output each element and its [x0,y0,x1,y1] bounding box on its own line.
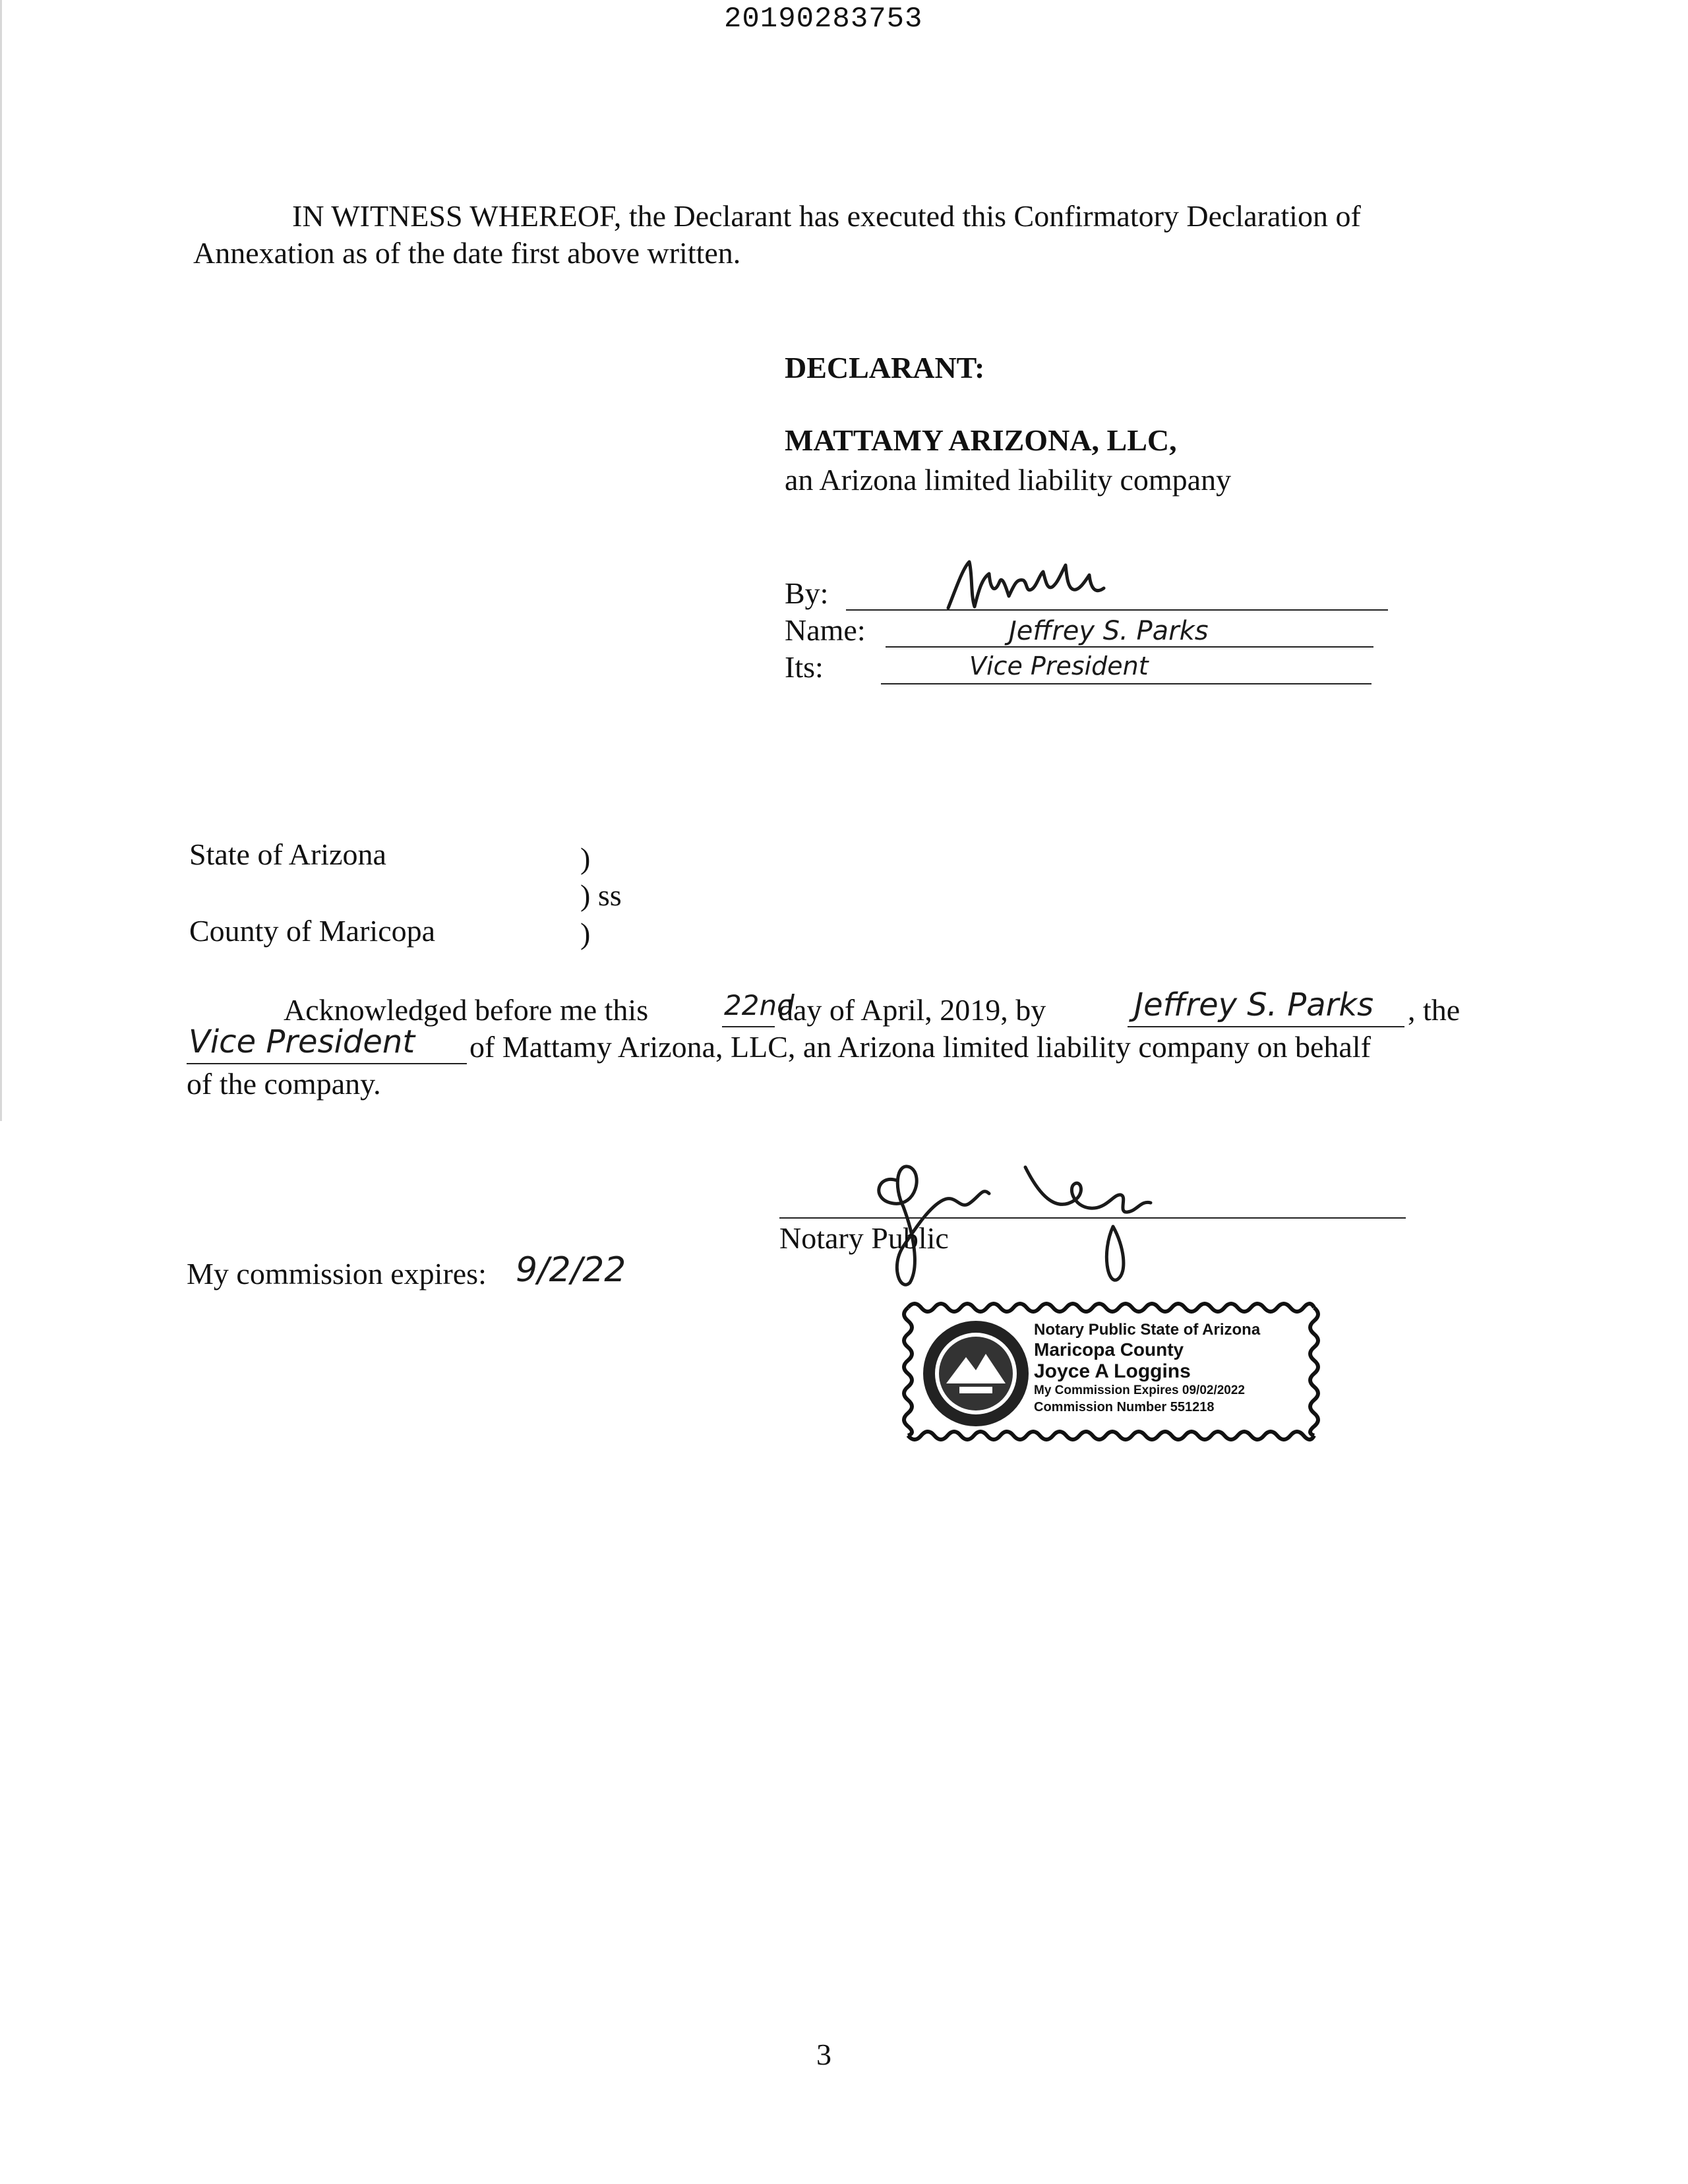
commission-expires-label: My commission expires: [187,1257,487,1290]
stamp-line-3: Joyce A Loggins [1034,1360,1191,1382]
stamp-line-2: Maricopa County [1034,1339,1184,1360]
name-label: Name: [785,613,866,647]
declarant-heading: DECLARANT: [785,351,985,384]
ack-text-d: of Mattamy Arizona, LLC, an Arizona limited liability company on behalf [469,1030,1371,1064]
ack-text-c: , the [1408,993,1461,1027]
county-label: County of Maricopa [189,914,436,948]
stamp-line-5: Commission Number 551218 [1034,1400,1215,1414]
venue-paren-3: ) [580,917,591,950]
by-label: By: [785,576,829,610]
name-line [886,646,1373,648]
ack-person-handwritten: Jeffrey S. Parks [1134,986,1374,1023]
declarant-signature-graphic [943,549,1141,615]
ack-text-b: day of April, 2019, by [778,993,1046,1027]
venue-paren-ss: ) ss [580,878,622,912]
ack-day-line [722,1026,775,1027]
its-value-handwritten: Vice President [969,652,1149,681]
ack-day-handwritten: 22nd [724,989,795,1021]
venue-paren-1: ) [580,841,591,875]
name-value-handwritten: Jeffrey S. Parks [1009,616,1209,646]
scan-edge [0,0,2,1121]
commission-expires-handwritten: 9/2/22 [516,1250,626,1290]
company-name: MATTAMY ARIZONA, LLC, [785,423,1177,457]
notary-public-label: Notary Public [779,1221,949,1255]
witness-paragraph-line1: IN WITNESS WHEREOF, the Declarant has executed this Confirmatory Declaration of [292,199,1361,233]
stamp-line-4: My Commission Expires 09/02/2022 [1034,1383,1245,1397]
witness-paragraph-line2: Annexation as of the date first above written. [193,236,741,270]
ack-person-line [1128,1026,1404,1027]
stamp-line-1: Notary Public State of Arizona [1034,1321,1261,1339]
ack-title-handwritten: Vice President [189,1023,415,1060]
arizona-seal-icon [920,1318,1032,1430]
state-label: State of Arizona [189,837,386,871]
page-number: 3 [816,2038,831,2071]
document-number: 20190283753 [724,3,923,36]
company-description: an Arizona limited liability company [785,463,1232,497]
ack-text-a: Acknowledged before me this [284,993,649,1027]
ack-title-line [187,1063,467,1064]
ack-line3: of the company. [187,1067,381,1101]
its-label: Its: [785,650,824,684]
its-line [881,683,1372,684]
